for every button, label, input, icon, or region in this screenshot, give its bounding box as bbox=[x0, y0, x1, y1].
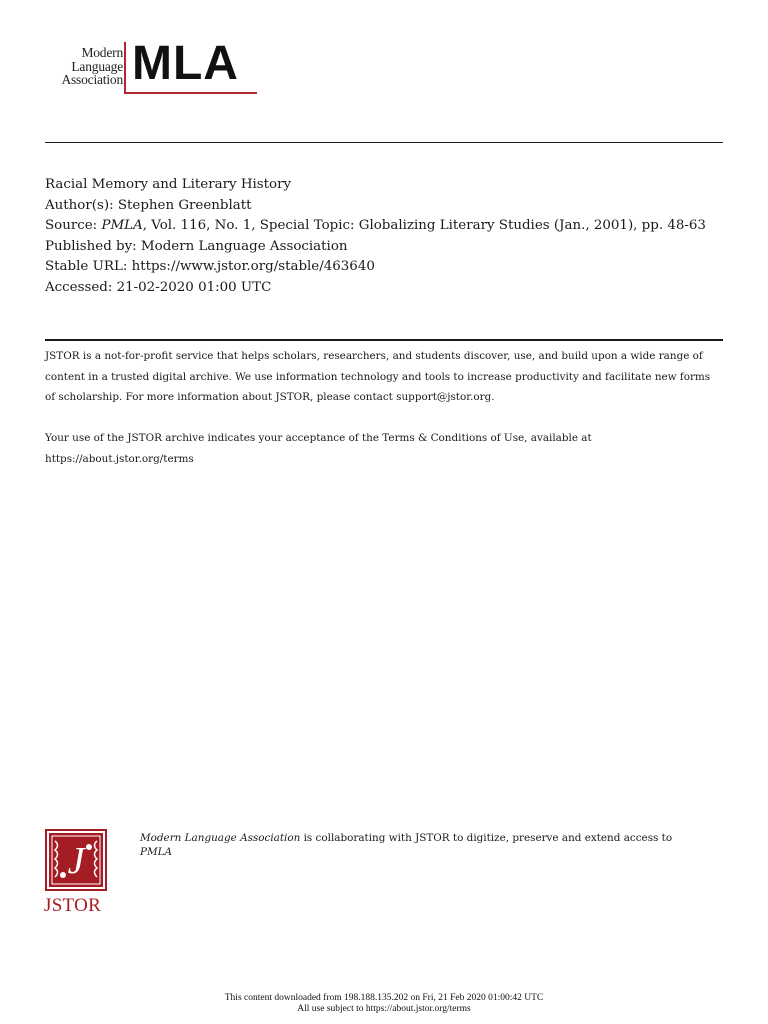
collaboration-statement bbox=[140, 832, 700, 859]
mla-org-line1: Modern bbox=[81, 45, 123, 60]
notice-paragraph-1: JSTOR is a not-for-profit service that helps scholars, researchers, and students discover, use, and build upon a wide range of content in a trusted digital archive. We use information technology and tools to increase productivity and facilitate new forms of scholarship. For more information about JSTOR, please contact support@jstor.org. bbox=[45, 350, 711, 404]
notice-divider bbox=[45, 339, 723, 341]
article-title: Racial Memory and Literary History bbox=[45, 177, 292, 192]
top-divider bbox=[45, 142, 723, 143]
source-prefix: Source: bbox=[45, 218, 102, 234]
mla-org-name bbox=[61, 46, 123, 87]
svg-text:J: J bbox=[67, 840, 85, 882]
terms-link[interactable]: https://about.jstor.org/terms bbox=[45, 452, 194, 465]
article-publisher: Published by: Modern Language Association bbox=[45, 238, 348, 254]
citation-block bbox=[45, 175, 723, 299]
footer-line-1: This content downloaded from 198.188.135.202 on Fri, 21 Feb 2020 01:00:42 UTC bbox=[224, 993, 544, 1003]
mla-org-line3: Association bbox=[61, 72, 123, 87]
collab-journal: PMLA bbox=[140, 845, 173, 858]
jstor-logo bbox=[45, 829, 109, 921]
article-stable-url[interactable]: Stable URL: https://www.jstor.org/stable/463640 bbox=[45, 259, 375, 275]
source-journal: PMLA bbox=[101, 218, 143, 234]
notice-paragraph-2: Your use of the JSTOR archive indicates your acceptance of the Terms & Conditions of Use, available at bbox=[45, 432, 592, 445]
mla-logo-horizontal-rule bbox=[124, 92, 257, 94]
download-footer bbox=[0, 993, 768, 1014]
mla-logo bbox=[45, 37, 260, 96]
jstor-wordmark: JSTOR bbox=[44, 895, 102, 916]
jstor-emblem-icon bbox=[45, 829, 107, 891]
mla-org-line2: Language bbox=[71, 58, 123, 74]
article-accessed: Accessed: 21-02-2020 01:00 UTC bbox=[45, 279, 272, 295]
footer-line-2: All use subject to https://about.jstor.org/terms bbox=[297, 1003, 471, 1014]
collab-text: is collaborating with JSTOR to digitize, preserve and extend access to bbox=[300, 832, 673, 844]
mla-acronym: MLA bbox=[132, 37, 239, 90]
article-authors: Author(s): Stephen Greenblatt bbox=[45, 197, 252, 213]
mla-logo-vertical-rule bbox=[124, 42, 126, 94]
jstor-notice bbox=[45, 346, 723, 470]
article-source bbox=[45, 216, 723, 237]
source-details: , Vol. 116, No. 1, Special Topic: Globalizing Literary Studies (Jan., 2001), pp. 48-63 bbox=[142, 218, 706, 234]
collab-org: Modern Language Association bbox=[140, 832, 301, 844]
